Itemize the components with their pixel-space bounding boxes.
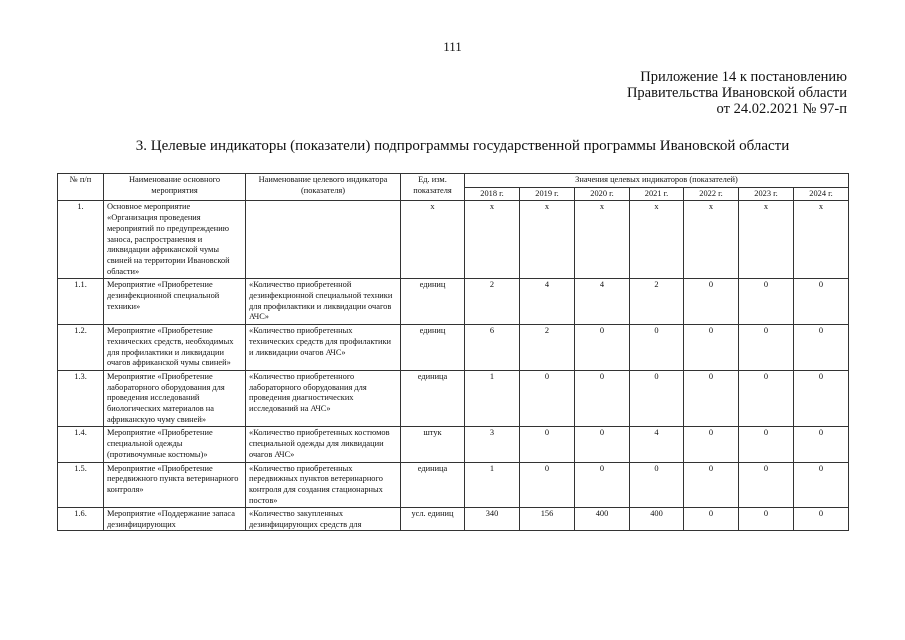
row-value: 156 <box>520 508 575 531</box>
row-value: 400 <box>575 508 630 531</box>
indicators-table <box>57 173 849 531</box>
row-value: 0 <box>630 370 684 427</box>
row-indicator: «Количество приобретенных передвижных пунктов ветеринарного контроля для создания стационарных постов» <box>246 462 401 508</box>
row-value: 0 <box>575 462 630 508</box>
table-row <box>58 462 849 508</box>
row-value: 0 <box>794 508 849 531</box>
row-value: 0 <box>739 279 794 325</box>
header-year: 2018 г. <box>465 187 520 201</box>
row-value: х <box>794 201 849 279</box>
row-unit: единица <box>401 462 465 508</box>
table-row <box>58 325 849 371</box>
row-value: 0 <box>684 279 739 325</box>
header-year: 2023 г. <box>739 187 794 201</box>
row-value: 0 <box>794 325 849 371</box>
row-unit: единиц <box>401 325 465 371</box>
row-value: 0 <box>630 325 684 371</box>
table-row <box>58 427 849 462</box>
row-event: Мероприятие «Приобретение технических средств, необходимых для профилактики и ликвидации очагов африканской чумы свиней» <box>104 325 246 371</box>
row-value: 0 <box>684 325 739 371</box>
row-value: 0 <box>794 462 849 508</box>
row-number: 1.2. <box>58 325 104 371</box>
row-indicator: «Количество приобретенных технических средств для профилактики и ликвидации очагов АЧС» <box>246 325 401 371</box>
row-value: 340 <box>465 508 520 531</box>
row-value: 400 <box>630 508 684 531</box>
header-year: 2020 г. <box>575 187 630 201</box>
table-row <box>58 508 849 531</box>
header-year: 2024 г. <box>794 187 849 201</box>
row-value: 0 <box>684 508 739 531</box>
row-value: 0 <box>794 427 849 462</box>
row-value: 0 <box>575 427 630 462</box>
header-year: 2021 г. <box>630 187 684 201</box>
row-indicator <box>246 201 401 279</box>
row-value: 0 <box>739 462 794 508</box>
row-unit: штук <box>401 427 465 462</box>
row-indicator: «Количество приобретенного лабораторного оборудования для проведения диагностических исследований на АЧС» <box>246 370 401 427</box>
appendix-line-1: Приложение 14 к постановлению <box>640 69 847 85</box>
header-unit: Ед. изм. показателя <box>401 174 465 201</box>
row-value: 0 <box>684 427 739 462</box>
row-indicator: «Количество приобретенных костюмов специальной одежды для ликвидации очагов АЧС» <box>246 427 401 462</box>
row-indicator <box>246 508 401 531</box>
row-number: 1.3. <box>58 370 104 427</box>
row-event: Мероприятие «Приобретение передвижного пункта ветеринарного контроля» <box>104 462 246 508</box>
row-indicator: «Количество приобретенной дезинфекционной специальной техники для профилактики и ликвидации очагов АЧС» <box>246 279 401 325</box>
page-number: 111 <box>443 39 462 54</box>
row-value: х <box>465 201 520 279</box>
row-value: х <box>630 201 684 279</box>
row-value: 0 <box>794 279 849 325</box>
header-year: 2019 г. <box>520 187 575 201</box>
row-event <box>104 508 246 531</box>
row-value: х <box>520 201 575 279</box>
row-value: 0 <box>794 370 849 427</box>
row-event: Основное мероприятие «Организация проведения мероприятий по предупреждению заноса, распространения и ликвидации африканской чумы свиней на территории Ивановской области» <box>104 201 246 279</box>
row-value: х <box>739 201 794 279</box>
row-value: х <box>684 201 739 279</box>
row-event: Мероприятие «Приобретение специальной одежды (противочумные костюмы)» <box>104 427 246 462</box>
row-value: 0 <box>684 370 739 427</box>
row-value: 6 <box>465 325 520 371</box>
row-value: 0 <box>520 462 575 508</box>
header-year: 2022 г. <box>684 187 739 201</box>
row-value: х <box>575 201 630 279</box>
row-value: 0 <box>739 508 794 531</box>
table-header <box>58 174 849 201</box>
row-value: 0 <box>520 370 575 427</box>
row-value: 2 <box>465 279 520 325</box>
row-value: 2 <box>630 279 684 325</box>
row-unit: единиц <box>401 279 465 325</box>
header-values: Значения целевых индикаторов (показателей) <box>465 174 849 188</box>
row-event: Мероприятие «Приобретение лабораторного оборудования для проведения исследований биологических материалов на африканскую чуму свиней» <box>104 370 246 427</box>
row-value: 0 <box>684 462 739 508</box>
row-event-text: Мероприятие «Поддержание запаса дезинфицирующих <box>107 509 235 530</box>
row-number: 1.6. <box>58 508 104 531</box>
row-value: 0 <box>575 370 630 427</box>
row-value: 0 <box>630 462 684 508</box>
row-value: 0 <box>739 427 794 462</box>
table-row <box>58 201 849 279</box>
row-value: 0 <box>739 325 794 371</box>
row-number: 1.1. <box>58 279 104 325</box>
header-num: № п/п <box>58 174 104 201</box>
row-number: 1. <box>58 201 104 279</box>
row-unit: усл. единиц <box>401 508 465 531</box>
row-value: 4 <box>520 279 575 325</box>
row-indicator-text: «Количество закупленных дезинфицирующих средств для <box>249 509 362 530</box>
row-value: 0 <box>520 427 575 462</box>
table-row <box>58 370 849 427</box>
row-value: 1 <box>465 370 520 427</box>
row-unit: х <box>401 201 465 279</box>
row-value: 2 <box>520 325 575 371</box>
appendix-line-3: от 24.02.2021 № 97-п <box>716 101 847 117</box>
row-number: 1.5. <box>58 462 104 508</box>
header-event: Наименование основного мероприятия <box>104 174 246 201</box>
row-value: 0 <box>575 325 630 371</box>
table-body <box>58 201 849 531</box>
row-value: 0 <box>739 370 794 427</box>
row-value: 3 <box>465 427 520 462</box>
appendix-reference <box>627 69 847 117</box>
row-number: 1.4. <box>58 427 104 462</box>
section-heading: 3. Целевые индикаторы (показатели) подпрограммы государственной программы Ивановской области <box>135 138 790 154</box>
header-indicator: Наименование целевого индикатора (показателя) <box>246 174 401 201</box>
appendix-line-2: Правительства Ивановской области <box>626 85 847 101</box>
row-value: 1 <box>465 462 520 508</box>
row-value: 4 <box>575 279 630 325</box>
row-event: Мероприятие «Приобретение дезинфекционной специальной техники» <box>104 279 246 325</box>
row-unit: единица <box>401 370 465 427</box>
table-row <box>58 279 849 325</box>
row-value: 4 <box>630 427 684 462</box>
